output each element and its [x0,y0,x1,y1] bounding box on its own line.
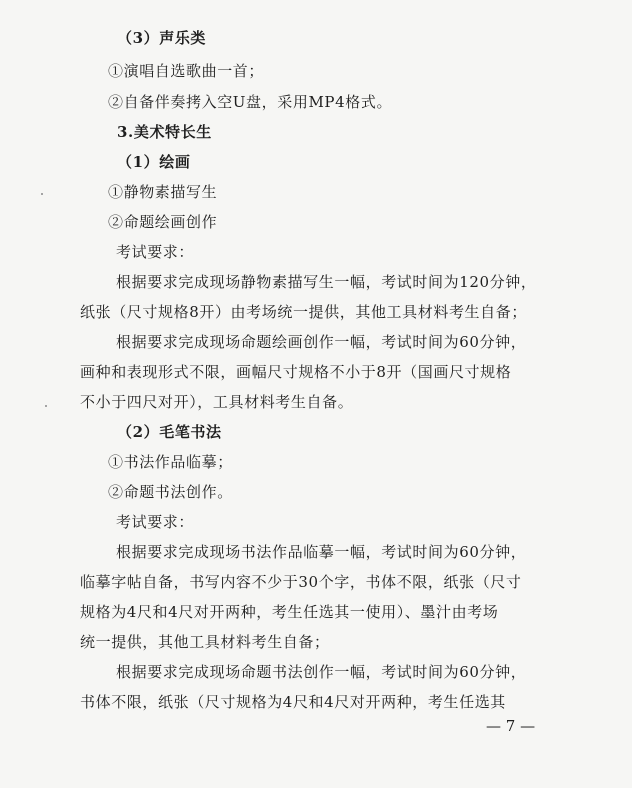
page-number: — 7 — [486,717,536,735]
calligraphy-requirement-1d: 统一提供，其他工具材料考生自备； [80,633,330,651]
calligraphy-item-2: ②命题书法创作。 [108,483,233,501]
painting-exam-requirements-label: 考试要求： [116,243,195,261]
painting-item-1: ①静物素描写生 [108,183,218,201]
painting-requirement-2c: 不小于四尺对开），工具材料考生自备。 [80,393,354,411]
calligraphy-requirement-1b: 临摹字帖自备，书写内容不少于30个字，书体不限，纸张（尺寸 [80,573,522,591]
painting-requirement-2b: 画种和表现形式不限，画幅尺寸规格不小于8开（国画尺寸规格 [80,363,512,381]
painting-item-2: ②命题绘画创作 [108,213,218,231]
painting-requirement-1b: 纸张（尺寸规格8开）由考场统一提供，其他工具材料考生自备； [80,303,527,321]
painting-requirement-2a: 根据要求完成现场命题绘画创作一幅，考试时间为60分钟， [116,333,527,351]
heading-art-students: 3.美术特长生 [117,123,212,141]
heading-painting: （1）绘画 [117,153,191,171]
calligraphy-exam-requirements-label: 考试要求： [116,513,195,531]
vocal-item-2: ②自备伴奏拷入空U盘，采用MP4格式。 [108,93,393,111]
calligraphy-requirement-2b: 书体不限，纸张（尺寸规格为4尺和4尺对开两种，考生任选其 [80,693,506,711]
painting-requirement-1a: 根据要求完成现场静物素描写生一幅，考试时间为120分钟， [116,273,537,291]
heading-vocal-music: （3）声乐类 [117,29,207,47]
scan-speck [41,193,43,195]
calligraphy-requirement-1c: 规格为4尺和4尺对开两种，考生任选其一使用）、墨汁由考场 [80,603,499,621]
calligraphy-requirement-2a: 根据要求完成现场命题书法创作一幅，考试时间为60分钟， [116,663,527,681]
calligraphy-item-1: ①书法作品临摹； [108,453,233,471]
heading-calligraphy: （2）毛笔书法 [117,423,222,441]
scan-speck [45,405,47,407]
vocal-item-1: ①演唱自选歌曲一首； [108,62,265,80]
calligraphy-requirement-1a: 根据要求完成现场书法作品临摹一幅，考试时间为60分钟， [116,543,527,561]
